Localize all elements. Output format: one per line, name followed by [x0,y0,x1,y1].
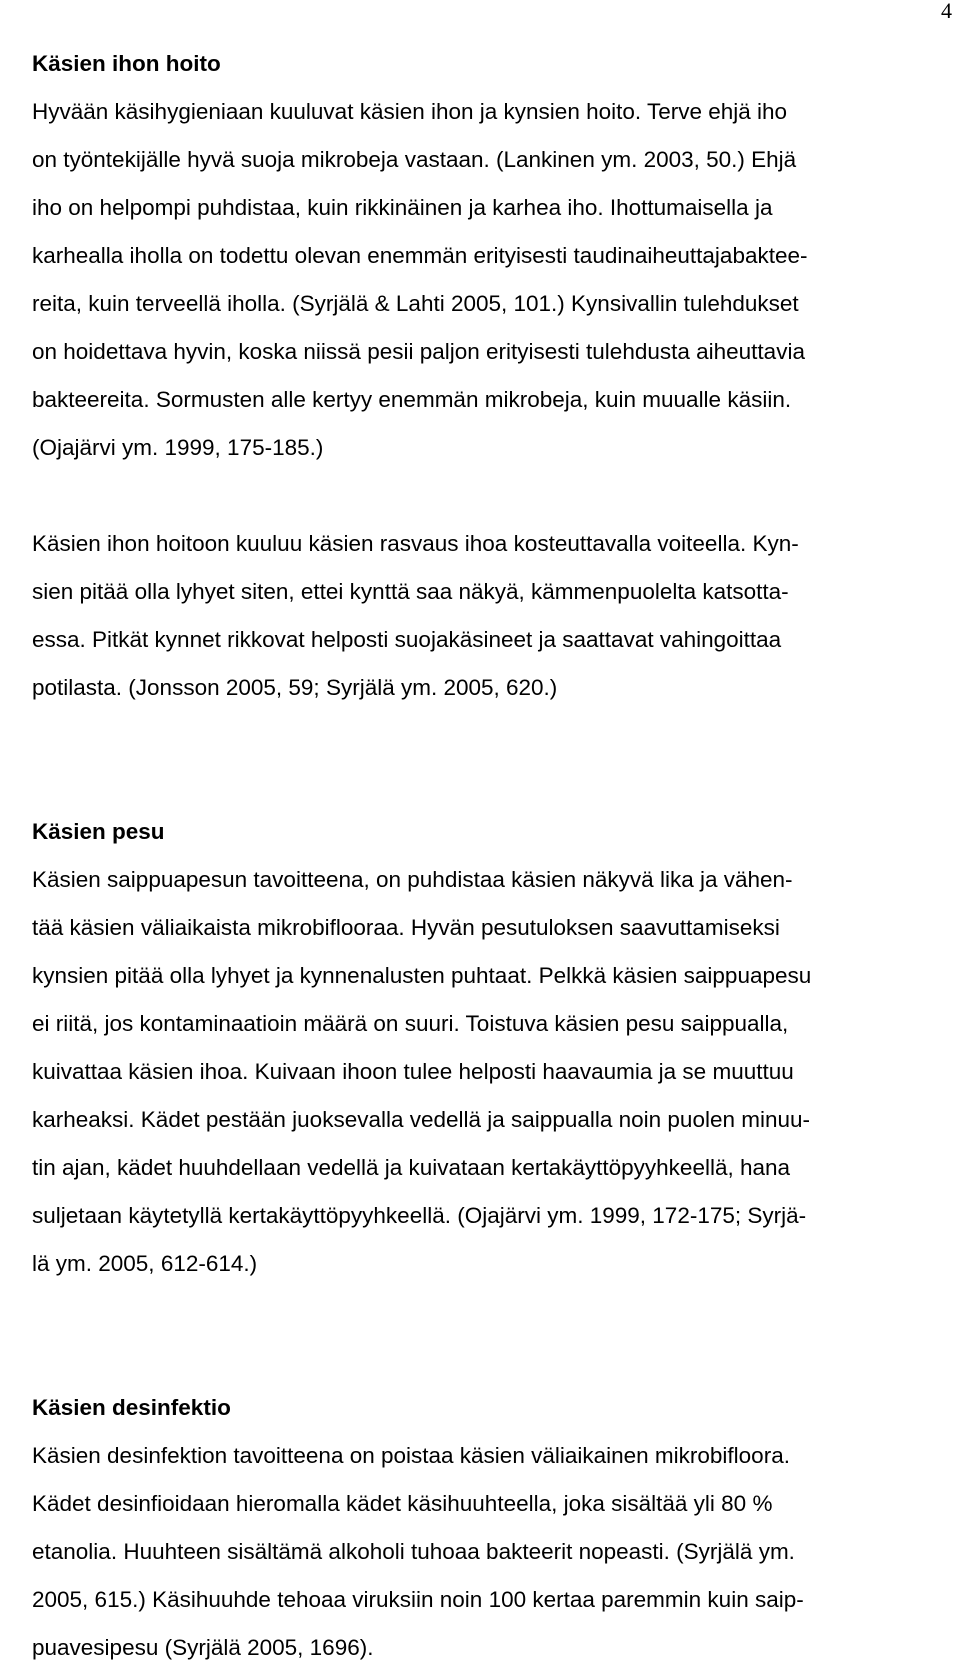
text-line: tin ajan, kädet huuhdellaan vedellä ja kuivataan kertakäyttöpyyhkeellä, hana [32,1155,791,1180]
section-kasien-pesu [32,808,932,1288]
paragraph [32,856,932,1288]
section-kasien-desinfektio [32,1384,932,1672]
section-kasien-ihon-hoito [32,40,932,712]
section-heading: Käsien desinfektio [32,1395,231,1420]
section-spacer [32,1288,932,1384]
text-line: lä ym. 2005, 612-614.) [32,1251,258,1276]
text-line: tää käsien väliaikaista mikrobiflooraa. Hyvän pesutuloksen saavuttamiseksi [32,915,780,940]
text-line: essa. Pitkät kynnet rikkovat helposti suojakäsineet ja saattavat vahingoittaa [32,627,782,652]
text-line: puavesipesu (Syrjälä 2005, 1696). [32,1635,374,1660]
section-heading: Käsien ihon hoito [32,51,221,76]
page-number: 4 [941,0,952,23]
text-line: (Ojajärvi ym. 1999, 175-185.) [32,435,324,460]
text-line: 2005, 615.) Käsihuuhde tehoaa viruksiin noin 100 kertaa paremmin kuin saip- [32,1587,804,1612]
text-line: karheaksi. Kädet pestään juoksevalla vedellä ja saippualla noin puolen minuu- [32,1107,811,1132]
text-line: iho on helpompi puhdistaa, kuin rikkinäinen ja karhea iho. Ihottumaisella ja [32,195,773,220]
text-line: sien pitää olla lyhyet siten, ettei kynttä saa näkyä, kämmenpuolelta katsotta- [32,579,789,604]
text-line: Käsien desinfektion tavoitteena on poistaa käsien väliaikainen mikrobifloora. [32,1443,790,1468]
section-spacer [32,712,932,808]
text-line: etanolia. Huuhteen sisältämä alkoholi tuhoaa bakteerit nopeasti. (Syrjälä ym. [32,1539,795,1564]
text-line: Käsien ihon hoitoon kuuluu käsien rasvaus ihoa kosteuttavalla voiteella. Kyn- [32,531,799,556]
text-line: bakteereita. Sormusten alle kertyy enemmän mikrobeja, kuin muualle käsiin. [32,387,792,412]
paragraph [32,88,932,472]
paragraph [32,1432,932,1672]
text-line: Käsien saippuapesun tavoitteena, on puhdistaa käsien näkyvä lika ja vähen- [32,867,793,892]
text-line: Hyvään käsihygieniaan kuuluvat käsien ihon ja kynsien hoito. Terve ehjä iho [32,99,788,124]
text-line: suljetaan käytetyllä kertakäyttöpyyhkeellä. (Ojajärvi ym. 1999, 172-175; Syrjä- [32,1203,807,1228]
text-line: karhealla iholla on todettu olevan enemmän erityisesti taudinaiheuttajabaktee- [32,243,808,268]
paragraph [32,520,932,712]
text-line: on työntekijälle hyvä suoja mikrobeja vastaan. (Lankinen ym. 2003, 50.) Ehjä [32,147,797,172]
section-heading: Käsien pesu [32,819,165,844]
text-line: potilasta. (Jonsson 2005, 59; Syrjälä ym. 2005, 620.) [32,675,558,700]
document-body [32,40,932,1672]
text-line: kuivattaa käsien ihoa. Kuivaan ihoon tulee helposti haavaumia ja se muuttuu [32,1059,794,1084]
text-line: ei riitä, jos kontaminaatioin määrä on suuri. Toistuva käsien pesu saippualla, [32,1011,789,1036]
text-line: kynsien pitää olla lyhyet ja kynnenalusten puhtaat. Pelkkä käsien saippuapesu [32,963,812,988]
text-line: reita, kuin terveellä iholla. (Syrjälä & Lahti 2005, 101.) Kynsivallin tulehdukset [32,291,799,316]
text-line: Kädet desinfioidaan hieromalla kädet käsihuuhteella, joka sisältää yli 80 % [32,1491,773,1516]
paragraph-spacer [32,472,932,520]
text-line: on hoidettava hyvin, koska niissä pesii paljon erityisesti tulehdusta aiheuttavia [32,339,805,364]
